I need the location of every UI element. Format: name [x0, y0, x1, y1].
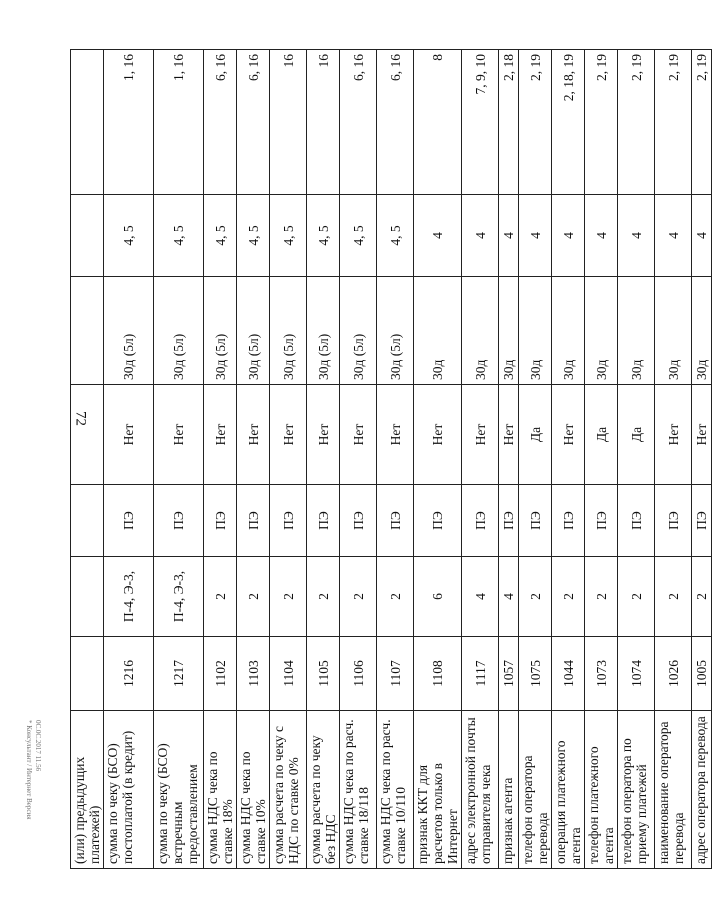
page-number: 72	[72, 411, 89, 426]
cell-name: сумма НДС чека по расч. ставке 10/110	[377, 711, 414, 869]
cell-fmt: 30д	[462, 277, 499, 385]
cell-type: ПЭ	[414, 485, 462, 557]
table-row	[71, 50, 104, 869]
cell-type: ПЭ	[104, 485, 154, 557]
table-row	[237, 50, 270, 869]
table-row	[692, 50, 712, 869]
cell-note: 4	[585, 195, 618, 277]
cell-tag: 1106	[340, 637, 377, 711]
cell-note: 4	[519, 195, 552, 277]
cell-req: Нет	[462, 385, 499, 485]
cell-type: ПЭ	[499, 485, 519, 557]
cell-type: ПЭ	[655, 485, 692, 557]
cell-rel: 16	[307, 50, 340, 195]
cell-name: наименование оператора перевода	[655, 711, 692, 869]
cell-name: сумма по чеку (БСО) постоплатой (в кредит)	[104, 711, 154, 869]
cell-tag: 1117	[462, 637, 499, 711]
cell-note: 4	[499, 195, 519, 277]
cell-ffd: 2	[270, 557, 307, 637]
cell-note: 4, 5	[307, 195, 340, 277]
cell-tag: 1217	[154, 637, 204, 711]
cell-fmt: 30д	[414, 277, 462, 385]
cell-tag: 1108	[414, 637, 462, 711]
cell-tag: 1044	[552, 637, 585, 711]
cell-type: ПЭ	[462, 485, 499, 557]
cell-rel: 2, 18	[499, 50, 519, 195]
cell-req: Нет	[552, 385, 585, 485]
cell-note: 4, 5	[204, 195, 237, 277]
cell-tag: 1216	[104, 637, 154, 711]
table-row	[204, 50, 237, 869]
cell-note	[71, 195, 104, 277]
cell-note: 4	[552, 195, 585, 277]
cell-fmt: 30д	[618, 277, 655, 385]
cell-note: 4, 5	[377, 195, 414, 277]
cell-rel: 6, 16	[377, 50, 414, 195]
table-row	[270, 50, 307, 869]
cell-fmt: 30д	[692, 277, 712, 385]
cell-req: Нет	[499, 385, 519, 485]
cell-req: Да	[585, 385, 618, 485]
cell-ffd: 2	[585, 557, 618, 637]
cell-tag: 1104	[270, 637, 307, 711]
table-row	[104, 50, 154, 869]
stamp-line: 0C.0C.2017 11.56	[34, 720, 42, 772]
table-row	[340, 50, 377, 869]
cell-rel	[71, 50, 104, 195]
cell-name: сумма расчета по чеку с НДС по ставке 0%	[270, 711, 307, 869]
cell-req: Нет	[340, 385, 377, 485]
cell-ffd: 2	[618, 557, 655, 637]
cell-rel: 8	[414, 50, 462, 195]
cell-req: Нет	[270, 385, 307, 485]
cell-rel: 7, 9, 10	[462, 50, 499, 195]
cell-rel: 6, 16	[237, 50, 270, 195]
table-row	[585, 50, 618, 869]
cell-fmt: 30д (5л)	[237, 277, 270, 385]
cell-name: сумма расчета по чеку без НДС	[307, 711, 340, 869]
cell-rel: 6, 16	[204, 50, 237, 195]
cell-req: Нет	[204, 385, 237, 485]
fiscal-attributes-table-rotated	[70, 50, 709, 869]
cell-fmt	[71, 277, 104, 385]
cell-name: признак агента	[499, 711, 519, 869]
cell-rel: 2, 19	[692, 50, 712, 195]
cell-tag: 1074	[618, 637, 655, 711]
cell-req: Да	[618, 385, 655, 485]
cell-req: Нет	[307, 385, 340, 485]
table-row	[618, 50, 655, 869]
stamp-line: * Консультант / Интернет Версия	[25, 720, 33, 820]
cell-tag: 1005	[692, 637, 712, 711]
cell-req: Нет	[414, 385, 462, 485]
cell-name: (или) предыдущих платежей)	[71, 711, 104, 869]
cell-tag: 1107	[377, 637, 414, 711]
cell-tag: 1103	[237, 637, 270, 711]
cell-type: ПЭ	[307, 485, 340, 557]
cell-fmt: 30д (5л)	[154, 277, 204, 385]
cell-note: 4	[692, 195, 712, 277]
table-row	[154, 50, 204, 869]
cell-rel: 2, 19	[618, 50, 655, 195]
cell-tag	[71, 637, 104, 711]
cell-ffd: 2	[377, 557, 414, 637]
cell-rel: 2, 19	[585, 50, 618, 195]
fiscal-attributes-table	[70, 49, 712, 869]
table-row	[655, 50, 692, 869]
cell-name: телефон оператора по приему платежей	[618, 711, 655, 869]
cell-rel: 6, 16	[340, 50, 377, 195]
cell-fmt: 30д (5л)	[104, 277, 154, 385]
cell-type: ПЭ	[618, 485, 655, 557]
cell-ffd: 2	[204, 557, 237, 637]
cell-fmt: 30д	[655, 277, 692, 385]
cell-req	[71, 385, 104, 485]
cell-req: Да	[519, 385, 552, 485]
cell-fmt: 30д (5л)	[377, 277, 414, 385]
cell-rel: 2, 19	[655, 50, 692, 195]
table-row	[307, 50, 340, 869]
cell-ffd: 2	[552, 557, 585, 637]
cell-ffd: 6	[414, 557, 462, 637]
cell-type: ПЭ	[585, 485, 618, 557]
cell-note: 4, 5	[340, 195, 377, 277]
cell-name: телефон оператора перевода	[519, 711, 552, 869]
cell-type: ПЭ	[519, 485, 552, 557]
cell-ffd: П-4, Э-3,	[154, 557, 204, 637]
cell-note: 4, 5	[270, 195, 307, 277]
cell-note: 4	[618, 195, 655, 277]
cell-fmt: 30д	[585, 277, 618, 385]
cell-ffd: 2	[237, 557, 270, 637]
table-row	[519, 50, 552, 869]
table-row	[414, 50, 462, 869]
cell-fmt: 30д (5л)	[307, 277, 340, 385]
cell-req: Нет	[655, 385, 692, 485]
cell-fmt: 30д	[552, 277, 585, 385]
cell-ffd: 4	[462, 557, 499, 637]
cell-rel: 16	[270, 50, 307, 195]
cell-type: ПЭ	[237, 485, 270, 557]
cell-ffd: 2	[519, 557, 552, 637]
cell-name: адрес электронной почты отправителя чека	[462, 711, 499, 869]
cell-rel: 1, 16	[154, 50, 204, 195]
cell-fmt: 30д (5л)	[340, 277, 377, 385]
cell-name: сумма по чеку (БСО) встречным предоставлением	[154, 711, 204, 869]
cell-req: Нет	[104, 385, 154, 485]
cell-tag: 1075	[519, 637, 552, 711]
cell-type: ПЭ	[552, 485, 585, 557]
cell-note: 4	[462, 195, 499, 277]
cell-type	[71, 485, 104, 557]
table-row	[462, 50, 499, 869]
table-row	[552, 50, 585, 869]
cell-tag: 1026	[655, 637, 692, 711]
cell-req: Нет	[692, 385, 712, 485]
cell-req: Нет	[154, 385, 204, 485]
cell-note: 4, 5	[154, 195, 204, 277]
document-stamp	[24, 720, 42, 880]
cell-tag: 1057	[499, 637, 519, 711]
cell-name: телефон платежного агента	[585, 711, 618, 869]
cell-name: операция платежного агента	[552, 711, 585, 869]
cell-ffd: 2	[692, 557, 712, 637]
cell-note: 4	[655, 195, 692, 277]
cell-type: ПЭ	[340, 485, 377, 557]
cell-req: Нет	[377, 385, 414, 485]
cell-ffd	[71, 557, 104, 637]
cell-type: ПЭ	[270, 485, 307, 557]
cell-name: адрес оператора перевода	[692, 711, 712, 869]
cell-rel: 2, 18, 19	[552, 50, 585, 195]
table-row	[499, 50, 519, 869]
cell-note: 4	[414, 195, 462, 277]
cell-fmt: 30д (5л)	[204, 277, 237, 385]
cell-fmt: 30д	[499, 277, 519, 385]
cell-ffd: 2	[655, 557, 692, 637]
table-row	[377, 50, 414, 869]
cell-fmt: 30д (5л)	[270, 277, 307, 385]
cell-ffd: 2	[307, 557, 340, 637]
cell-note: 4, 5	[104, 195, 154, 277]
cell-type: ПЭ	[154, 485, 204, 557]
cell-note: 4, 5	[237, 195, 270, 277]
cell-name: сумма НДС чека по ставке 10%	[237, 711, 270, 869]
cell-name: сумма НДС чека по ставке 18%	[204, 711, 237, 869]
cell-fmt: 30д	[519, 277, 552, 385]
cell-type: ПЭ	[692, 485, 712, 557]
cell-rel: 2, 19	[519, 50, 552, 195]
cell-rel: 1, 16	[104, 50, 154, 195]
cell-type: ПЭ	[377, 485, 414, 557]
cell-ffd: 4	[499, 557, 519, 637]
cell-tag: 1105	[307, 637, 340, 711]
cell-tag: 1102	[204, 637, 237, 711]
cell-ffd: 2	[340, 557, 377, 637]
cell-name: сумма НДС чека по расч. ставке 18/118	[340, 711, 377, 869]
cell-name: признак ККТ для расчетов только в Интернет	[414, 711, 462, 869]
cell-req: Нет	[237, 385, 270, 485]
cell-tag: 1073	[585, 637, 618, 711]
cell-type: ПЭ	[204, 485, 237, 557]
cell-ffd: П-4, Э-3,	[104, 557, 154, 637]
